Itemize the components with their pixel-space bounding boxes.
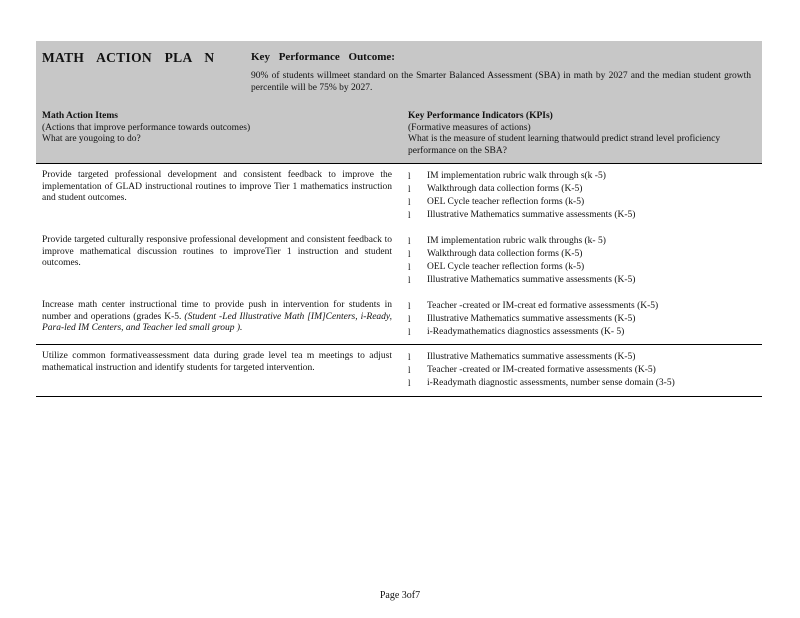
kpi-item: l Teacher -created or IM-created formative assessments (K-5)	[408, 365, 656, 375]
bullet-icon: l	[408, 249, 411, 259]
kpo-title: Key Performance Outcome:	[251, 51, 395, 63]
bullet-icon: l	[408, 327, 411, 337]
kpi-question: What is the measure of student learning thatwould predict strand level proficiency performance on the SBA?	[408, 134, 721, 156]
kpi-item: l i-Readymath diagnostic assessments, number sense domain (3-5)	[408, 378, 675, 388]
header-band	[36, 41, 762, 164]
kpi-item: l IM implementation rubric walk throughs (k- 5)	[408, 236, 606, 246]
page-number: Page 3of7	[379, 590, 421, 601]
bullet-icon: l	[408, 171, 411, 181]
kpi-subtitle: (Formative measures of actions)	[408, 122, 531, 133]
bullet-icon: l	[408, 301, 411, 311]
action-item-text: Provide targeted professional development and consistent feedback to improve the implementation of GLAD instructional routines to improve Tier 1 mathematics instruction and student outcomes.	[42, 170, 392, 203]
kpi-item: l Illustrative Mathematics summative assessments (K-5)	[408, 352, 636, 362]
kpi-item: l Walkthrough data collection forms (K-5)	[408, 184, 583, 194]
bullet-icon: l	[408, 210, 411, 220]
action-items-column-header	[42, 111, 372, 146]
plan-title: MATH ACTION PLA N	[42, 50, 215, 65]
action-item-text: Provide targeted culturally responsive professional development and consistent feedback to improve mathematical discussion routines to improveTier 1 instruction and student outcomes.	[42, 235, 392, 268]
kpi-item: l Walkthrough data collection forms (K-5)	[408, 249, 583, 259]
action-item-italic-note: (Student -Led Illustrative Math [IM]Centers, i-Ready, Para-led IM Centers, and Teacher led small group ).	[42, 311, 392, 333]
action-item-text: Utilize common formativeassessment data during grade level tea m meetings to adjust mathematical instruction and identify students for targeted intervention.	[42, 351, 392, 373]
kpi-heading: Key Performance Indicators (KPIs)	[408, 111, 553, 121]
table-row	[36, 229, 762, 293]
kpi-list	[408, 235, 748, 287]
table-row	[36, 294, 762, 343]
bullet-icon: l	[408, 197, 411, 207]
kpi-item: l IM implementation rubric walk through s(k -5)	[408, 171, 606, 181]
bullet-icon: l	[408, 314, 411, 324]
bullet-icon: l	[408, 378, 411, 388]
kpi-list	[408, 170, 748, 222]
action-items-question: What are yougoing to do?	[42, 134, 141, 144]
action-items-heading: Math Action Items	[42, 111, 118, 121]
kpo-text: 90% of students willmeet standard on the Smarter Balanced Assessment (SBA) in math by 2027 and the median student growth percentile will be 75% by 2027.	[251, 71, 751, 93]
bullet-icon: l	[408, 365, 411, 375]
table-row	[36, 164, 762, 228]
kpi-column-header	[408, 111, 748, 157]
bullet-icon: l	[408, 352, 411, 362]
bullet-icon: l	[408, 184, 411, 194]
kpi-item: l Illustrative Mathematics summative assessments (K-5)	[408, 314, 636, 324]
action-items-subtitle: (Actions that improve performance towards outcomes)	[42, 122, 251, 133]
kpi-item: l Illustrative Mathematics summative assessments (K-5)	[408, 275, 636, 285]
kpi-list	[408, 351, 748, 390]
kpi-item: l i-Readymathematics diagnostics assessments (K- 5)	[408, 327, 625, 337]
kpi-item: l OEL Cycle teacher reflection forms (k-5)	[408, 262, 585, 272]
kpi-list	[408, 300, 748, 339]
kpi-item: l Illustrative Mathematics summative assessments (K-5)	[408, 210, 636, 220]
action-item-text: Increase math center instructional time to provide push in intervention for students in number and operations (grades K-5. (Student -Led Illustrative Math [IM]Centers, i-Ready, Para-led IM Centers, and Teacher led small group ).	[42, 300, 392, 333]
kpi-item: l OEL Cycle teacher reflection forms (k-5)	[408, 197, 585, 207]
bullet-icon: l	[408, 262, 411, 272]
bullet-icon: l	[408, 275, 411, 285]
table-row	[36, 344, 762, 397]
bullet-icon: l	[408, 236, 411, 246]
kpi-item: l Teacher -created or IM-creat ed formative assessments (K-5)	[408, 301, 659, 311]
